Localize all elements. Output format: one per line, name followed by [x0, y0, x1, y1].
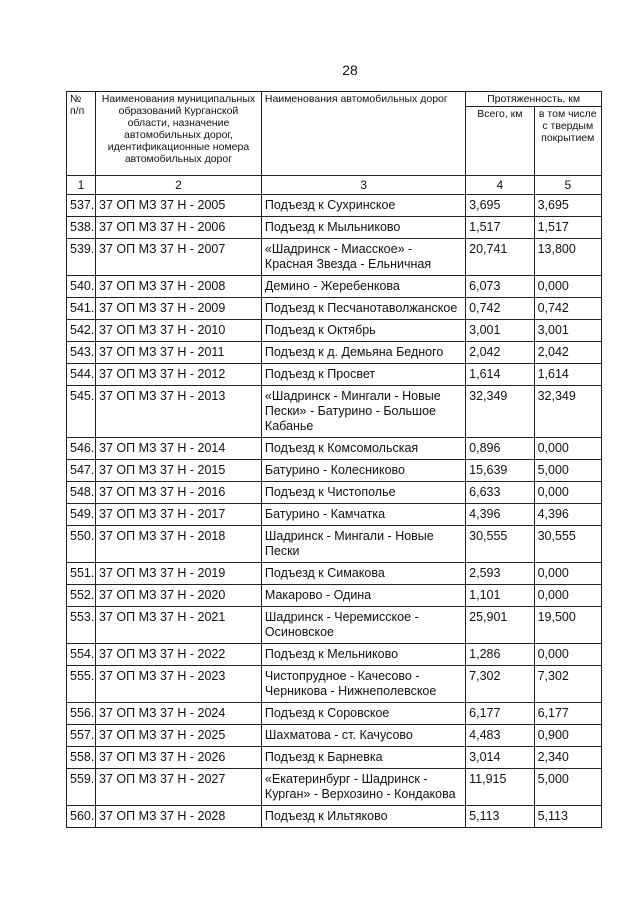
road-id-cell: 37 ОП МЗ 37 Н - 2021	[96, 607, 262, 644]
row-number-cell: 560.	[67, 806, 96, 828]
header-number: № п/п	[67, 92, 96, 176]
road-name-cell: «Шадринск - Миасское» - Красная Звезда - Ельничная	[261, 239, 465, 276]
road-name-cell: Подъезд к Песчанотаволжанское	[261, 298, 465, 320]
roads-table	[66, 91, 602, 828]
length-hard-cell: 5,113	[534, 806, 601, 828]
road-id-cell: 37 ОП МЗ 37 Н - 2026	[96, 747, 262, 769]
table-row	[67, 526, 602, 563]
row-number-cell: 545.	[67, 386, 96, 438]
road-name-cell: Подъезд к Сухринское	[261, 195, 465, 217]
road-name-cell: Подъезд к Симакова	[261, 563, 465, 585]
row-number-cell: 554.	[67, 644, 96, 666]
length-hard-cell: 0,000	[534, 276, 601, 298]
row-number-cell: 540.	[67, 276, 96, 298]
length-total-cell: 2,042	[466, 342, 534, 364]
road-name-cell: Чистопрудное - Качесово - Черникова - Нижнеполевское	[261, 666, 465, 703]
length-total-cell: 5,113	[466, 806, 534, 828]
road-id-cell: 37 ОП МЗ 37 Н - 2018	[96, 526, 262, 563]
length-hard-cell: 19,500	[534, 607, 601, 644]
length-hard-cell: 1,614	[534, 364, 601, 386]
length-hard-cell: 0,000	[534, 644, 601, 666]
table-row	[67, 725, 602, 747]
table-row	[67, 438, 602, 460]
table-body	[67, 195, 602, 828]
road-name-cell: Подъезд к Ильтяково	[261, 806, 465, 828]
table-row	[67, 276, 602, 298]
length-hard-cell: 3,001	[534, 320, 601, 342]
row-number-cell: 541.	[67, 298, 96, 320]
road-id-cell: 37 ОП МЗ 37 Н - 2012	[96, 364, 262, 386]
table-row	[67, 460, 602, 482]
index-cell: 5	[534, 176, 601, 195]
road-id-cell: 37 ОП МЗ 37 Н - 2010	[96, 320, 262, 342]
length-hard-cell: 0,000	[534, 438, 601, 460]
road-name-cell: Подъезд к Чистополье	[261, 482, 465, 504]
length-hard-cell: 32,349	[534, 386, 601, 438]
length-total-cell: 15,639	[466, 460, 534, 482]
length-total-cell: 1,286	[466, 644, 534, 666]
length-hard-cell: 0,000	[534, 585, 601, 607]
length-hard-cell: 2,042	[534, 342, 601, 364]
table-row	[67, 585, 602, 607]
row-number-cell: 553.	[67, 607, 96, 644]
table-row	[67, 364, 602, 386]
length-total-cell: 20,741	[466, 239, 534, 276]
table-row	[67, 806, 602, 828]
road-name-cell: Подъезд к Комсомольская	[261, 438, 465, 460]
row-number-cell: 549.	[67, 504, 96, 526]
road-id-cell: 37 ОП МЗ 37 Н - 2022	[96, 644, 262, 666]
length-total-cell: 6,633	[466, 482, 534, 504]
table-row	[67, 504, 602, 526]
road-id-cell: 37 ОП МЗ 37 Н - 2015	[96, 460, 262, 482]
row-number-cell: 552.	[67, 585, 96, 607]
length-total-cell: 1,517	[466, 217, 534, 239]
road-name-cell: Подъезд к д. Демьяна Бедного	[261, 342, 465, 364]
row-number-cell: 559.	[67, 769, 96, 806]
length-total-cell: 11,915	[466, 769, 534, 806]
table-row	[67, 342, 602, 364]
row-number-cell: 557.	[67, 725, 96, 747]
road-id-cell: 37 ОП МЗ 37 Н - 2014	[96, 438, 262, 460]
road-id-cell: 37 ОП МЗ 37 Н - 2023	[96, 666, 262, 703]
table-row	[67, 607, 602, 644]
row-number-cell: 537.	[67, 195, 96, 217]
header-municipality: Наименования муниципальных образований Курганской области, назначение автомобильных дорог, идентификационные номера автомобильных дорог	[96, 92, 262, 176]
table-row	[67, 320, 602, 342]
table-row	[67, 298, 602, 320]
road-id-cell: 37 ОП МЗ 37 Н - 2019	[96, 563, 262, 585]
row-number-cell: 544.	[67, 364, 96, 386]
road-name-cell: Демино - Жеребенкова	[261, 276, 465, 298]
length-total-cell: 2,593	[466, 563, 534, 585]
road-id-cell: 37 ОП МЗ 37 Н - 2020	[96, 585, 262, 607]
row-number-cell: 547.	[67, 460, 96, 482]
road-name-cell: Подъезд к Октябрь	[261, 320, 465, 342]
length-hard-cell: 0,000	[534, 482, 601, 504]
length-hard-cell: 4,396	[534, 504, 601, 526]
road-id-cell: 37 ОП МЗ 37 Н - 2024	[96, 703, 262, 725]
road-id-cell: 37 ОП МЗ 37 Н - 2005	[96, 195, 262, 217]
table-row	[67, 644, 602, 666]
table-row	[67, 217, 602, 239]
length-hard-cell: 13,800	[534, 239, 601, 276]
road-name-cell: Подъезд к Мыльниково	[261, 217, 465, 239]
length-total-cell: 1,614	[466, 364, 534, 386]
column-index-row	[67, 176, 602, 195]
index-cell: 2	[96, 176, 262, 195]
length-total-cell: 32,349	[466, 386, 534, 438]
table-row	[67, 703, 602, 725]
road-id-cell: 37 ОП МЗ 37 Н - 2013	[96, 386, 262, 438]
table-row	[67, 482, 602, 504]
length-total-cell: 3,695	[466, 195, 534, 217]
road-name-cell: Шадринск - Черемисское - Осиновское	[261, 607, 465, 644]
row-number-cell: 556.	[67, 703, 96, 725]
header-road-name: Наименования автомобильных дорог	[261, 92, 465, 176]
length-total-cell: 6,177	[466, 703, 534, 725]
length-total-cell: 3,014	[466, 747, 534, 769]
road-name-cell: Подъезд к Соровское	[261, 703, 465, 725]
index-cell: 4	[466, 176, 534, 195]
index-cell: 1	[67, 176, 96, 195]
road-name-cell: Шадринск - Мингали - Новые Пески	[261, 526, 465, 563]
length-total-cell: 7,302	[466, 666, 534, 703]
row-number-cell: 550.	[67, 526, 96, 563]
row-number-cell: 546.	[67, 438, 96, 460]
header-total: Всего, км	[466, 107, 534, 176]
length-total-cell: 30,555	[466, 526, 534, 563]
row-number-cell: 543.	[67, 342, 96, 364]
length-hard-cell: 7,302	[534, 666, 601, 703]
road-name-cell: Батурино - Камчатка	[261, 504, 465, 526]
table-row	[67, 747, 602, 769]
road-name-cell: «Екатеринбург - Шадринск - Курган» - Верхозино - Кондакова	[261, 769, 465, 806]
road-id-cell: 37 ОП МЗ 37 Н - 2006	[96, 217, 262, 239]
length-hard-cell: 2,340	[534, 747, 601, 769]
road-name-cell: Шахматова - ст. Качусово	[261, 725, 465, 747]
road-id-cell: 37 ОП МЗ 37 Н - 2009	[96, 298, 262, 320]
row-number-cell: 539.	[67, 239, 96, 276]
road-name-cell: Батурино - Колесниково	[261, 460, 465, 482]
road-id-cell: 37 ОП МЗ 37 Н - 2025	[96, 725, 262, 747]
road-name-cell: «Шадринск - Мингали - Новые Пески» - Батурино - Большое Кабанье	[261, 386, 465, 438]
length-total-cell: 4,483	[466, 725, 534, 747]
header-length: Протяженность, км	[466, 92, 602, 107]
length-hard-cell: 5,000	[534, 769, 601, 806]
road-name-cell: Макарово - Одина	[261, 585, 465, 607]
length-hard-cell: 30,555	[534, 526, 601, 563]
road-id-cell: 37 ОП МЗ 37 Н - 2008	[96, 276, 262, 298]
table-row	[67, 195, 602, 217]
row-number-cell: 558.	[67, 747, 96, 769]
length-hard-cell: 0,742	[534, 298, 601, 320]
length-hard-cell: 0,000	[534, 563, 601, 585]
length-total-cell: 4,396	[466, 504, 534, 526]
table-row	[67, 386, 602, 438]
road-id-cell: 37 ОП МЗ 37 Н - 2017	[96, 504, 262, 526]
length-hard-cell: 6,177	[534, 703, 601, 725]
length-hard-cell: 5,000	[534, 460, 601, 482]
table-row	[67, 769, 602, 806]
road-id-cell: 37 ОП МЗ 37 Н - 2016	[96, 482, 262, 504]
road-id-cell: 37 ОП МЗ 37 Н - 2007	[96, 239, 262, 276]
row-number-cell: 551.	[67, 563, 96, 585]
table-row	[67, 666, 602, 703]
road-name-cell: Подъезд к Мельниково	[261, 644, 465, 666]
header-hard-surface: в том числе с твердым покрытием	[534, 107, 601, 176]
road-id-cell: 37 ОП МЗ 37 Н - 2027	[96, 769, 262, 806]
length-total-cell: 0,742	[466, 298, 534, 320]
page-number: 28	[342, 62, 358, 78]
road-name-cell: Подъезд к Барневка	[261, 747, 465, 769]
road-id-cell: 37 ОП МЗ 37 Н - 2028	[96, 806, 262, 828]
road-name-cell: Подъезд к Просвет	[261, 364, 465, 386]
length-hard-cell: 0,900	[534, 725, 601, 747]
row-number-cell: 542.	[67, 320, 96, 342]
row-number-cell: 538.	[67, 217, 96, 239]
road-id-cell: 37 ОП МЗ 37 Н - 2011	[96, 342, 262, 364]
length-total-cell: 6,073	[466, 276, 534, 298]
length-total-cell: 25,901	[466, 607, 534, 644]
table-row	[67, 239, 602, 276]
row-number-cell: 548.	[67, 482, 96, 504]
length-hard-cell: 3,695	[534, 195, 601, 217]
length-total-cell: 0,896	[466, 438, 534, 460]
table-row	[67, 563, 602, 585]
length-total-cell: 1,101	[466, 585, 534, 607]
length-total-cell: 3,001	[466, 320, 534, 342]
row-number-cell: 555.	[67, 666, 96, 703]
length-hard-cell: 1,517	[534, 217, 601, 239]
index-cell: 3	[261, 176, 465, 195]
